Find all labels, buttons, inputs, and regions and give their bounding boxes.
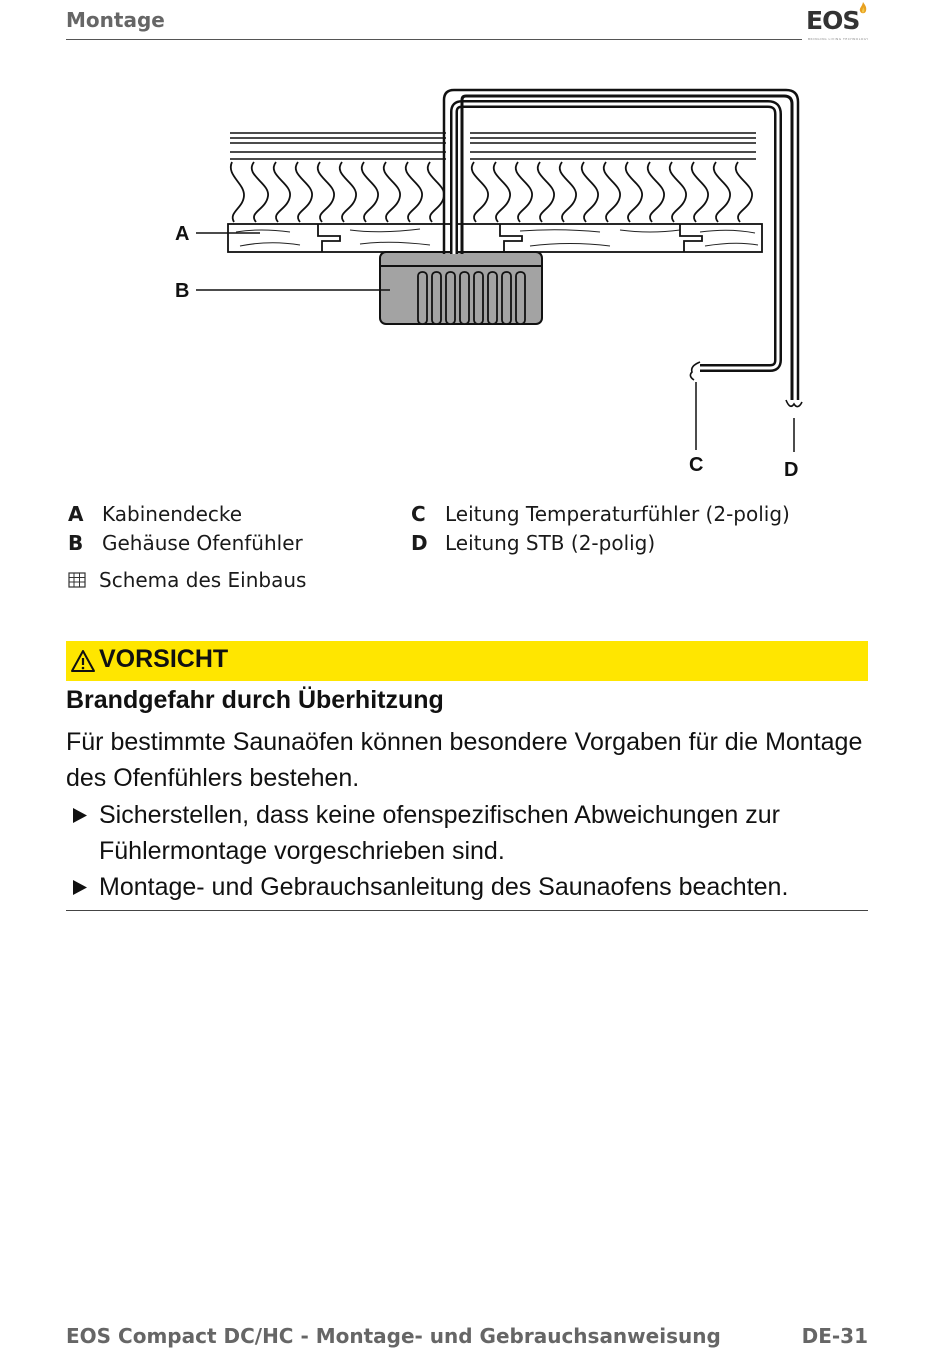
legend-key: B: [68, 531, 84, 555]
header-title: Montage: [66, 8, 165, 32]
footer-title: EOS Compact DC/HC - Montage- und Gebrauchsanweisung: [66, 1324, 721, 1348]
legend-text: Leitung STB (2-polig): [445, 531, 656, 555]
legend-key: C: [411, 502, 426, 526]
sensor-housing: [380, 252, 542, 324]
installation-diagram: [160, 80, 820, 490]
schema-icon: [68, 572, 86, 588]
caption-text: Schema des Einbaus: [99, 568, 307, 592]
legend-text: Kabinendecke: [102, 502, 243, 526]
warning-label: VORSICHT: [99, 645, 229, 673]
legend-item: [68, 500, 398, 529]
legend-key: A: [68, 502, 84, 526]
header-divider: [66, 39, 802, 40]
logo-tagline: BRINGING LIVING TECHNOLOGY: [808, 37, 869, 41]
flame-icon: [858, 2, 868, 16]
diagram-label-b: B: [175, 280, 190, 302]
diagram-label-a: A: [175, 223, 190, 245]
diagram-label-d: D: [784, 459, 799, 481]
page-number: DE-31: [801, 1324, 868, 1348]
legend-item: [411, 529, 871, 558]
legend-item: [411, 500, 871, 529]
eos-logo: [806, 2, 870, 42]
diagram-label-c: C: [689, 454, 704, 476]
triangle-arrow-icon: [72, 879, 88, 896]
warning-step-text: Sicherstellen, dass keine ofenspezifischen Abweichungen zur Fühlermontage vorgeschrieben sind.: [99, 801, 780, 865]
warning-heading: Brandgefahr durch Überhitzung: [66, 686, 444, 714]
legend-text: Gehäuse Ofenfühler: [102, 531, 303, 555]
warning-step-text: Montage- und Gebrauchsanleitung des Saunaofens beachten.: [99, 873, 789, 901]
warning-step: [66, 869, 868, 905]
legend-item: [68, 529, 398, 558]
legend-key: D: [411, 531, 428, 555]
warning-triangle-icon: [70, 649, 96, 673]
legend-right-column: [411, 500, 871, 558]
warning-steps: [66, 797, 868, 905]
warning-body: Für bestimmte Saunaöfen können besondere Vorgaben für die Montage des Ofenfühlers bestehen.: [66, 728, 863, 792]
warning-divider: [66, 910, 868, 911]
cabin-ceiling-boards: [228, 224, 762, 252]
ceiling-top-planks: [230, 133, 756, 159]
logo-text: EOS: [806, 6, 860, 35]
triangle-arrow-icon: [72, 807, 88, 824]
insulation-layer: [231, 162, 752, 222]
legend-text: Leitung Temperaturfühler (2-polig): [445, 502, 790, 526]
warning-step: [66, 797, 868, 869]
legend-left-column: [68, 500, 398, 558]
warning-banner: [66, 641, 868, 681]
